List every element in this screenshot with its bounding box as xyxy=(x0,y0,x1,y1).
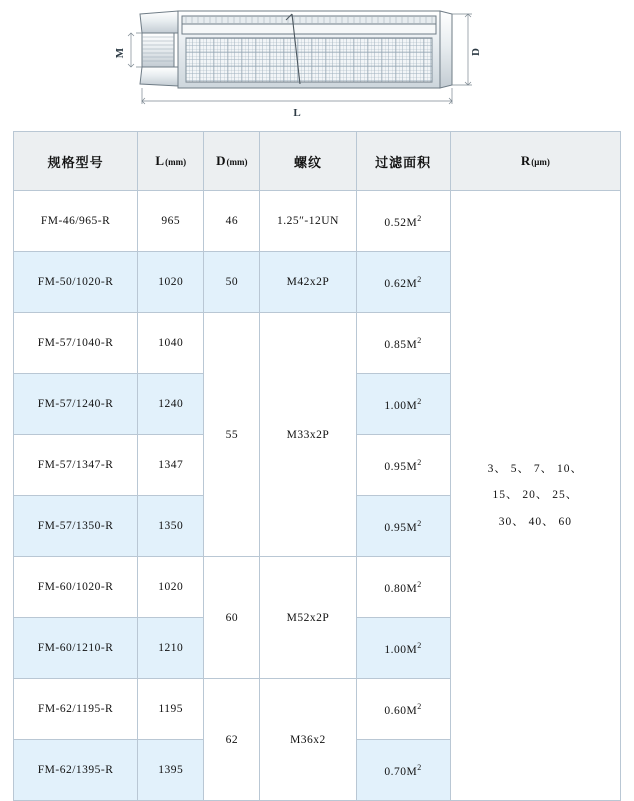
specification-table-container xyxy=(13,131,621,801)
cell-diameter: 46 xyxy=(204,191,260,252)
cell-filter-area xyxy=(356,374,450,435)
cell-length: 1020 xyxy=(138,252,204,313)
cell-length: 1395 xyxy=(138,740,204,801)
header-diameter-unit: (mm) xyxy=(226,157,248,167)
cell-diameter: 62 xyxy=(204,679,260,801)
cell-model: FM-57/1240-R xyxy=(14,374,138,435)
cell-filter-area-value: 0.80M xyxy=(384,582,418,595)
cell-model: FM-46/965-R xyxy=(14,191,138,252)
dimension-label-d: D xyxy=(470,48,482,56)
cell-filter-area xyxy=(356,252,450,313)
header-length-unit: (mm) xyxy=(165,157,187,167)
cell-length: 1020 xyxy=(138,557,204,618)
cell-diameter: 60 xyxy=(204,557,260,679)
cell-model: FM-60/1210-R xyxy=(14,618,138,679)
cell-filter-area xyxy=(356,435,450,496)
cell-filter-area-value: 0.70M xyxy=(384,765,418,778)
cell-length: 1210 xyxy=(138,618,204,679)
header-thread xyxy=(260,132,356,191)
cell-thread: M52x2P xyxy=(260,557,356,679)
header-model xyxy=(14,132,138,191)
cell-filter-area-sup: 2 xyxy=(417,396,422,406)
header-rating-unit: (μm) xyxy=(531,157,550,167)
cell-filter-area-value: 0.60M xyxy=(384,704,418,717)
cell-thread: 1.25″-12UN xyxy=(260,191,356,252)
product-diagram xyxy=(0,0,634,124)
cell-filter-area xyxy=(356,496,450,557)
cell-filter-area-value: 1.00M xyxy=(384,643,418,656)
cell-length: 1195 xyxy=(138,679,204,740)
cell-filter-area xyxy=(356,618,450,679)
cell-filter-area-value: 0.95M xyxy=(384,521,418,534)
cell-filter-area-value: 0.52M xyxy=(384,216,418,229)
cell-model: FM-60/1020-R xyxy=(14,557,138,618)
cell-filter-area-sup: 2 xyxy=(417,274,422,284)
filter-element-drawing xyxy=(0,0,634,124)
table-header-row xyxy=(14,132,621,191)
cell-filter-area-sup: 2 xyxy=(417,457,422,467)
header-rating xyxy=(450,132,620,191)
table-row xyxy=(14,191,621,252)
cell-length: 1040 xyxy=(138,313,204,374)
cell-filter-area-value: 0.95M xyxy=(384,460,418,473)
cell-filter-area xyxy=(356,191,450,252)
cell-filter-area-sup: 2 xyxy=(417,518,422,528)
cell-filter-area xyxy=(356,313,450,374)
cell-filter-area-sup: 2 xyxy=(417,213,422,223)
cell-length: 1350 xyxy=(138,496,204,557)
header-length-text: L xyxy=(155,153,166,168)
cell-model: FM-57/1040-R xyxy=(14,313,138,374)
header-diameter-text: D xyxy=(216,153,227,168)
rating-line-1: 3、 5、 7、 10、 xyxy=(487,462,584,475)
cell-filter-area-value: 1.00M xyxy=(384,399,418,412)
cell-diameter: 50 xyxy=(204,252,260,313)
cell-thread: M42x2P xyxy=(260,252,356,313)
rating-line-3: 30、 40、 60 xyxy=(498,515,572,528)
cell-model: FM-62/1195-R xyxy=(14,679,138,740)
cell-length: 965 xyxy=(138,191,204,252)
cell-thread: M33x2P xyxy=(260,313,356,557)
cell-thread: M36x2 xyxy=(260,679,356,801)
header-filter-area xyxy=(356,132,450,191)
header-diameter xyxy=(204,132,260,191)
header-length xyxy=(138,132,204,191)
header-rating-text: R xyxy=(520,153,532,168)
cell-filter-area-value: 0.85M xyxy=(384,338,418,351)
cell-model: FM-57/1347-R xyxy=(14,435,138,496)
cell-filter-area-value: 0.62M xyxy=(384,277,418,290)
dimension-label-m: M xyxy=(114,47,126,59)
cell-filter-area-sup: 2 xyxy=(417,701,422,711)
cell-model: FM-50/1020-R xyxy=(14,252,138,313)
header-model-text: 规格型号 xyxy=(47,154,104,170)
cell-model: FM-57/1350-R xyxy=(14,496,138,557)
cell-length: 1347 xyxy=(138,435,204,496)
specification-table xyxy=(13,131,621,801)
dimension-label-l: L xyxy=(293,107,301,119)
rating-line-2: 15、 20、 25、 xyxy=(492,489,579,502)
header-filter-area-text: 过滤面积 xyxy=(375,154,432,170)
cell-length: 1240 xyxy=(138,374,204,435)
cell-filter-area-sup: 2 xyxy=(417,640,422,650)
header-thread-text: 螺纹 xyxy=(293,154,322,170)
cell-model: FM-62/1395-R xyxy=(14,740,138,801)
cell-filter-area-sup: 2 xyxy=(417,335,422,345)
cell-diameter: 55 xyxy=(204,313,260,557)
cell-filter-area xyxy=(356,557,450,618)
cell-rating xyxy=(450,191,620,801)
cell-filter-area xyxy=(356,679,450,740)
cell-filter-area-sup: 2 xyxy=(417,762,422,772)
cell-filter-area-sup: 2 xyxy=(417,579,422,589)
cell-filter-area xyxy=(356,740,450,801)
